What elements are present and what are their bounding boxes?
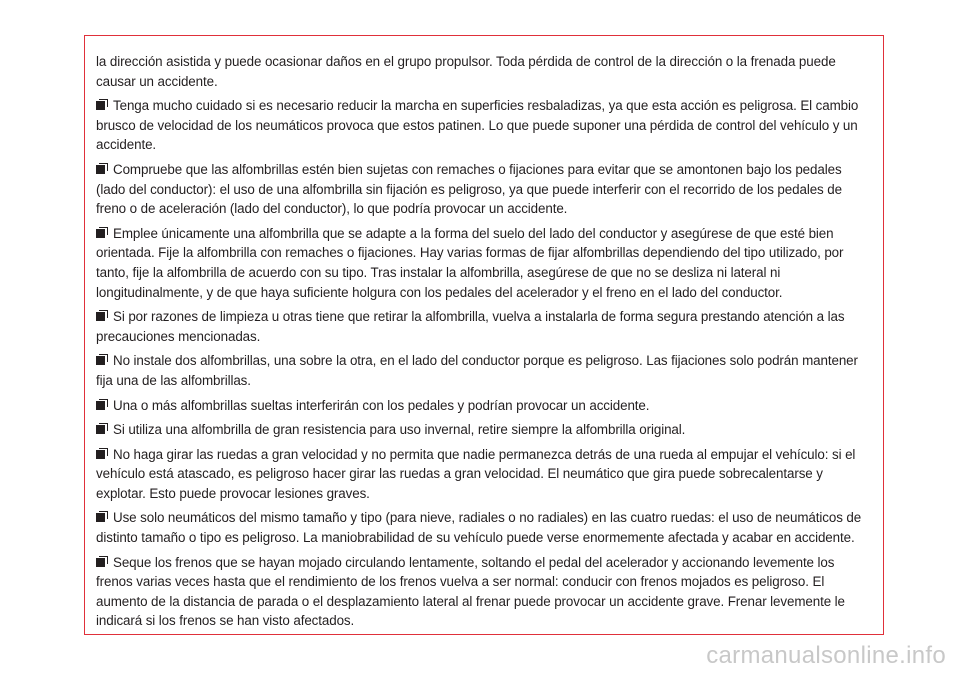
warning-paragraph (96, 553, 866, 631)
intro-paragraph: la dirección asistida y puede ocasionar daños en el grupo propulsor. Toda pérdida de control de la dirección o la frenada puede causar un accidente. (96, 54, 836, 89)
warning-bullet-icon (96, 556, 108, 568)
warning-bullet-icon (96, 399, 108, 411)
warning-text: Tenga mucho cuidado si es necesario reducir la marcha en superficies resbaladizas, ya que esta acción es peligrosa. El cambio brusco de velocidad de los neumáticos provoca que estos patinen. Lo que puede suponer una pérdida de control del vehículo y un accidente. (96, 98, 859, 153)
warning-paragraph (96, 224, 866, 302)
warning-paragraph (96, 160, 866, 219)
watermark-text: carmanualsonline.info (706, 642, 946, 669)
warning-text: No instale dos alfombrillas, una sobre la otra, en el lado del conductor porque es peligroso. Las fijaciones solo podrán mantener fija una de las alfombrillas. (96, 353, 858, 388)
warning-bullet-icon (96, 99, 108, 111)
warning-paragraph (96, 420, 866, 440)
warning-bullet-icon (96, 310, 108, 322)
warning-bullet-icon (96, 227, 108, 239)
warning-text: Use solo neumáticos del mismo tamaño y tipo (para nieve, radiales o no radiales) en las cuatro ruedas: el uso de neumáticos de distinto tamaño o tipo es peligroso. La maniobrabilidad de su vehículo puede verse enormemente afectada y acabar en accidente. (96, 510, 862, 546)
warning-paragraph (96, 396, 866, 416)
warning-bullet-icon (96, 423, 108, 435)
warning-text: No haga girar las ruedas a gran velocidad y no permita que nadie permanezca detrás de una rueda al empujar el vehículo: si el vehículo está atascado, es peligroso hacer girar las ruedas a gran velocidad. El neumático que gira puede sobrecalentarse y explotar. Esto puede provocar lesiones graves. (96, 446, 856, 501)
warning-paragraph (96, 445, 866, 504)
warning-bullet-icon (96, 511, 108, 523)
warning-text: Seque los frenos que se hayan mojado circulando lentamente, soltando el pedal del acelerador y accionando levemente los frenos varias veces hasta que el rendimiento de los frenos vuelva a ser normal: conducir con frenos mojados es peligroso. El aumento de la distancia de parada o el desplazamiento lateral al frenar puede provocar un accidente grave. Frenar levemente le indicará si los frenos se han visto afectados. (96, 554, 845, 629)
warning-text: Compruebe que las alfombrillas estén bien sujetas con remaches o fijaciones para evitar que se amontonen bajo los pedales (lado del conductor): el uso de una alfombrilla sin fijación es peligroso, ya que puede interferir con el recorrido de los pedales de freno o de aceleración (lado del conductor), lo que podría provocar un accidente. (96, 161, 842, 217)
warning-text: Emplee únicamente una alfombrilla que se adapte a la forma del suelo del lado del conductor y asegúrese de que esté bien orientada. Fije la alfombrilla con remaches o fijaciones. Hay varias formas de fijar alfombrillas dependiendo del tipo utilizado, por tanto, fije la alfombrilla de acuerdo con su tipo. Tras instalar la alfombrilla, asegúrese de que no se desliza ni lateral ni longitudinalmente, y de que haya suficiente holgura con los pedales del acelerador y el freno en el lado del conductor. (96, 225, 844, 300)
manual-text (96, 52, 866, 636)
warning-text: Si utiliza una alfombrilla de gran resistencia para uso invernal, retire siempre la alfombrilla original. (113, 422, 686, 438)
warning-text: Si por razones de limpieza u otras tiene que retirar la alfombrilla, vuelva a instalarla de forma segura prestando atención a las precauciones mencionadas. (96, 309, 845, 344)
warning-bullet-icon (96, 354, 108, 366)
warning-paragraph (96, 96, 866, 155)
warning-text: Una o más alfombrillas sueltas interferirán con los pedales y podrían provocar un accidente. (113, 397, 650, 413)
warning-paragraph (96, 351, 866, 390)
warning-paragraph (96, 307, 866, 346)
warning-bullet-icon (96, 163, 108, 175)
warning-paragraph (96, 508, 866, 547)
warning-bullet-icon (96, 448, 108, 460)
